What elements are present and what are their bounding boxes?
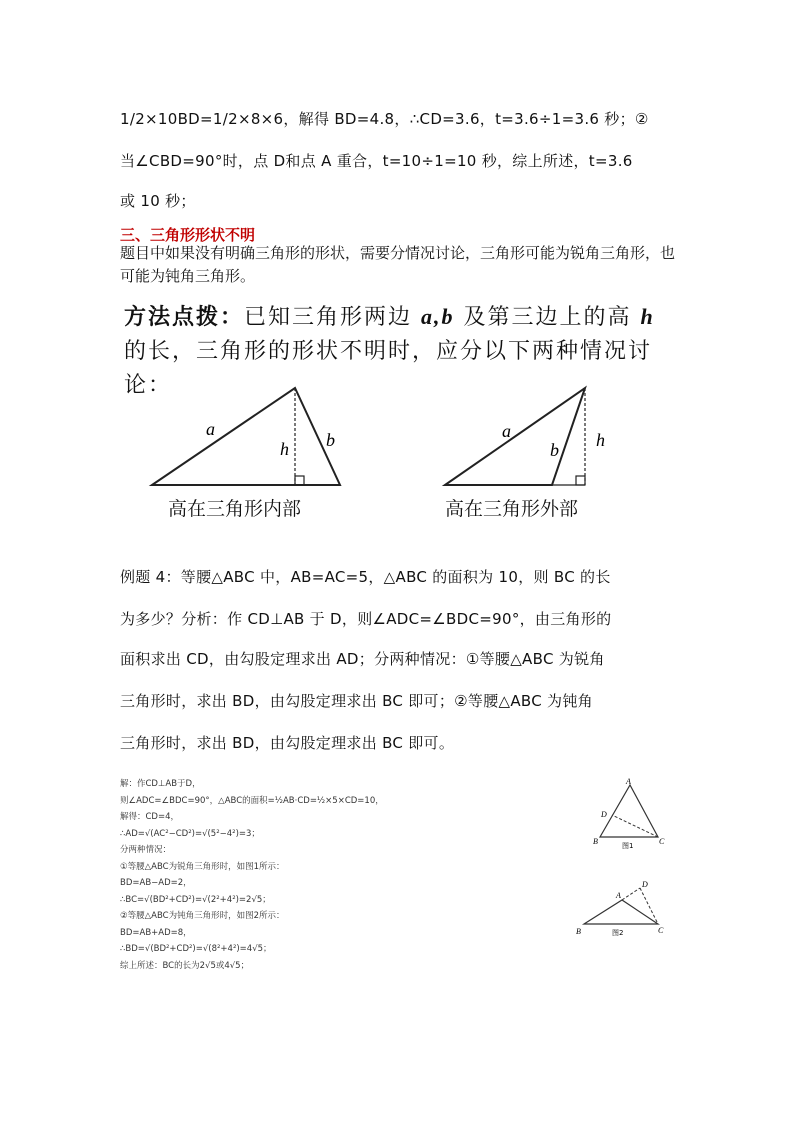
label-h-left: h [280, 439, 289, 459]
d2-label-b: B [576, 927, 581, 936]
solution-line: 则∠ADC=∠BDC=90°，△ABC的面积=½AB·CD=½×5×CD=10， [120, 795, 384, 806]
example-line-4: 三角形时，求出 BD，由勾股定理求出 BC 即可；②等腰△ABC 为钝角 [120, 692, 593, 710]
solution-line: 分两种情况： [120, 845, 172, 855]
d1-label-b: B [593, 837, 598, 846]
d2-label-a: A [616, 891, 621, 900]
solution-line: ∴BD=√(BD²+CD²)=√(8²+4²)=4√5； [120, 944, 272, 954]
tip-text-1: 已知三角形两边 [244, 305, 413, 330]
solution-line: 解：作CD⊥AB于D， [120, 779, 201, 789]
solution-line: ②等腰△ABC为钝角三角形时，如图2所示： [120, 911, 285, 921]
label-b-left: b [326, 430, 335, 450]
solution-line: ∴AD=√(AC²−CD²)=√(5²−4²)=3； [120, 828, 260, 839]
tip-text-2: 及第三边上的高 [463, 305, 632, 330]
triangle-height-outside [445, 388, 605, 485]
d2-label-d: D [642, 880, 648, 889]
text-line-2: 当∠CBD=90°时，点 D和点 A 重合，t=10÷1=10 秒，综上所述，t=3.6 [120, 152, 633, 170]
section-intro: 题目中如果没有明确三角形的形状，需要分情况讨论，三角形可能为锐角三角形，也可能为钝角三角形。 [120, 244, 676, 285]
d2-caption: 图2 [612, 929, 624, 937]
solution-line: ①等腰△ABC为锐角三角形时，如图1所示： [120, 861, 285, 872]
tip-comma: , [434, 304, 442, 329]
label-a-left: a [206, 419, 215, 439]
d2-label-c: C [658, 926, 664, 935]
solution-line: BD=AB+AD=8， [120, 927, 192, 938]
tip-var-b: b [441, 304, 455, 329]
tip-var-h: h [640, 304, 655, 329]
tip-label: 方法点拨： [124, 304, 245, 330]
caption-outside: 高在三角形外部 [445, 498, 579, 520]
tip-var-a: a [421, 304, 435, 329]
caption-inside: 高在三角形内部 [168, 498, 302, 520]
label-b-right: b [550, 440, 559, 460]
text-line-3: 或 10 秒； [120, 192, 196, 210]
solution-line: 综上所述：BC的长为2√5或4√5； [120, 960, 250, 971]
triangle-figures [140, 380, 640, 490]
section-heading: 三、三角形形状不明 [120, 226, 256, 244]
label-h-right: h [596, 430, 605, 450]
solution-line: ∴BC=√(BD²+CD²)=√(2²+4²)=2√5； [120, 894, 271, 905]
example-line-5: 三角形时，求出 BD，由勾股定理求出 BC 即可。 [120, 734, 455, 752]
example-line-2: 为多少？分析：作 CD⊥AB 于 D，则∠ADC=∠BDC=90°，由三角形的 [120, 610, 612, 628]
label-a-right: a [502, 421, 511, 441]
d1-label-c: C [659, 837, 665, 846]
solution-line: BD=AB−AD=2， [120, 878, 192, 888]
diagram-1 [590, 775, 680, 853]
tip-text-3: 的长，三角形的形状不明时，应分以下两种情况讨论： [124, 339, 653, 398]
d1-label-d: D [601, 810, 607, 819]
d1-caption: 图1 [622, 842, 634, 850]
text-line-1: 1/2×10BD=1/2×8×6，解得 BD=4.8，∴CD=3.6，t=3.6÷1=3.6 秒；② [120, 110, 649, 128]
diagram-2 [570, 876, 680, 940]
triangle-height-inside [152, 388, 340, 485]
example-line-3: 面积求出 CD，由勾股定理求出 AD；分两种情况：①等腰△ABC 为锐角 [120, 650, 605, 668]
solution-block [120, 776, 384, 974]
example-line-1: 例题 4：等腰△ABC 中，AB=AC=5，△ABC 的面积为 10，则 BC 的长 [120, 568, 611, 586]
d1-label-a: A [626, 777, 631, 786]
solution-line: 解得：CD=4， [120, 812, 180, 822]
